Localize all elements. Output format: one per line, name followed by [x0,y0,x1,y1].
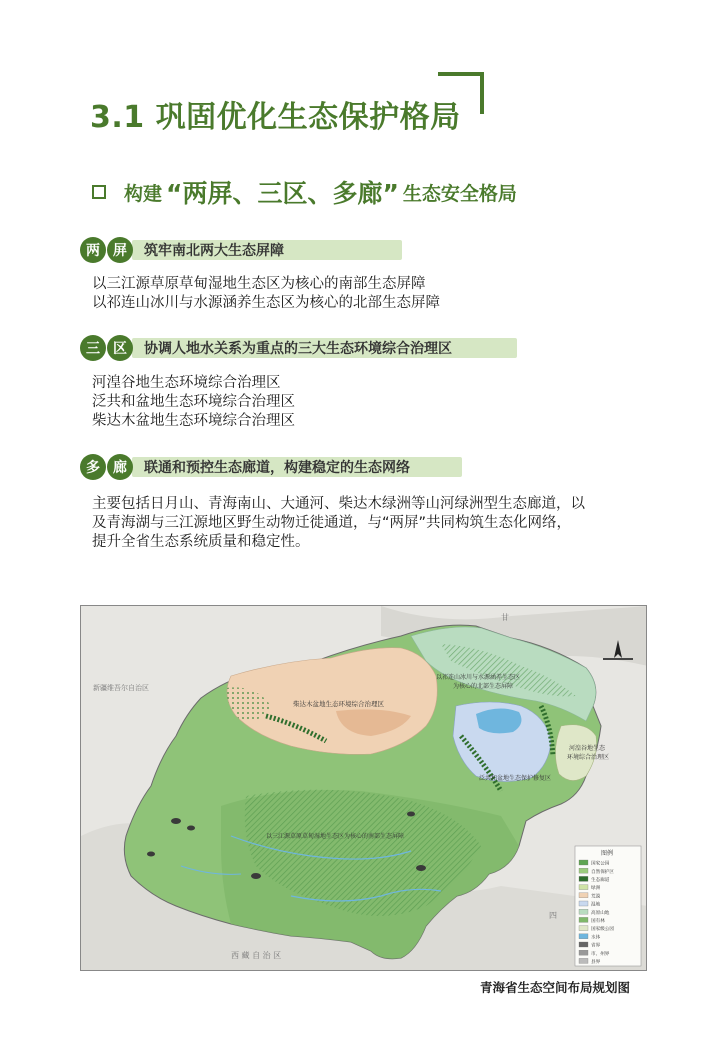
subheading [92,174,517,210]
map-label-xizang: 西 藏 自 治 区 [231,951,282,960]
body-line: 提升全省生态系统质量和稳定性。 [92,534,310,550]
legend-label: 县界 [591,960,601,965]
legend-swatch [579,958,588,963]
map-label-qilian: 为核心的北部生态屏障 [453,683,514,690]
title-bracket-decoration [438,72,484,114]
legend-swatch [579,876,588,881]
legend-label: 省界 [591,943,601,949]
map-label-qilian: 以祁连山冰川与水源涵养生态区 [436,674,521,681]
body-line: 以三江源草原草甸湿地生态区为核心的南部生态屏障 [92,276,426,292]
body-line: 泛共和盆地生态环境综合治理区 [92,394,295,410]
legend-title: 图例 [601,850,614,857]
body-line: 柴达木盆地生态环境综合治理区 [92,413,295,429]
map-label-gonghe: 泛共和盆地生态保护修复区 [479,775,552,782]
section-title: 联通和预控生态廊道，构建稳定的生态网络 [144,460,410,476]
section-badge: 屏 [107,237,133,263]
section-two-barriers [80,237,284,263]
section-three-zones [80,335,452,361]
subheading-bullet-box [92,185,106,199]
section-badge: 廊 [107,454,133,480]
map-caption: 青海省生态空间布局规划图 [480,980,631,995]
map-svg [81,606,647,971]
legend-swatch [579,909,588,914]
legend-label: 自然保护区 [591,869,614,875]
map-label-huangshui: 河湟谷地生态 [569,745,606,752]
legend-label: 荒漠 [591,894,601,900]
legend-swatch [579,868,588,873]
map-label-sanjiang: 以三江源草原草甸湿地生态区为核心的南部生态屏障 [266,833,405,840]
section-badge: 两 [80,237,106,263]
page-title-block [90,92,461,136]
section-title: 筑牢南北两大生态屏障 [144,243,284,259]
qinghai-lake [476,708,521,733]
legend-label: 市、州界 [591,951,610,957]
section-badge: 区 [107,335,133,361]
map-label-xinjiang: 新疆维吾尔自治区 [93,684,149,692]
legend-label: 生态廊道 [591,878,610,883]
legend-label: 高原山地 [591,910,610,916]
subheading-quote: “两屏、三区、多廊” [166,179,399,208]
body-line: 主要包括日月山、青海南山、大通河、柴达木绿洲等山河绿洲型生态廊道，以 [92,496,585,512]
section-multi-corridors [80,454,410,480]
legend-swatch [579,917,588,922]
map-label-qaidam: 柴达木盆地生态环境综合治理区 [293,700,384,708]
legend-swatch [579,901,588,906]
section-badge: 多 [80,454,106,480]
section-body [92,275,440,313]
legend-label: 水体 [591,935,601,941]
page-title: 3.1 巩固优化生态保护格局 [90,100,461,135]
legend-swatch [579,934,588,939]
legend-label: 国家级公园 [591,927,614,933]
section-badge: 三 [80,335,106,361]
map-label-huangshui: 环境综合治理区 [567,754,610,761]
body-line: 河湟谷地生态环境综合治理区 [92,375,281,391]
ecological-layout-map [80,605,647,971]
legend-swatch [579,950,588,955]
map-label-gansu: 甘 [501,613,509,622]
legend-swatch [579,942,588,947]
subheading-prefix: 构建 [124,182,163,205]
legend-swatch [579,885,588,890]
subheading-suffix: 生态安全格局 [402,182,517,205]
section-title: 协调人地水关系为重点的三大生态环境综合治理区 [144,341,452,357]
body-line: 以祁连山冰川与水源涵养生态区为核心的北部生态屏障 [92,295,440,311]
legend-label: 湿地 [591,902,601,908]
section-body [92,495,585,552]
map-label-sichuan: 四 [549,911,557,920]
section-body [92,374,295,431]
legend-swatch [579,893,588,898]
legend-label: 国有林 [591,919,605,924]
legend-label: 绿洲 [591,886,601,892]
body-line: 及青海湖与三江源地区野生动物迁徙通道，与“两屏”共同构筑生态化网络， [92,515,572,531]
legend-swatch [579,860,588,865]
legend-label: 国家公园 [591,861,610,867]
legend-swatch [579,926,588,931]
